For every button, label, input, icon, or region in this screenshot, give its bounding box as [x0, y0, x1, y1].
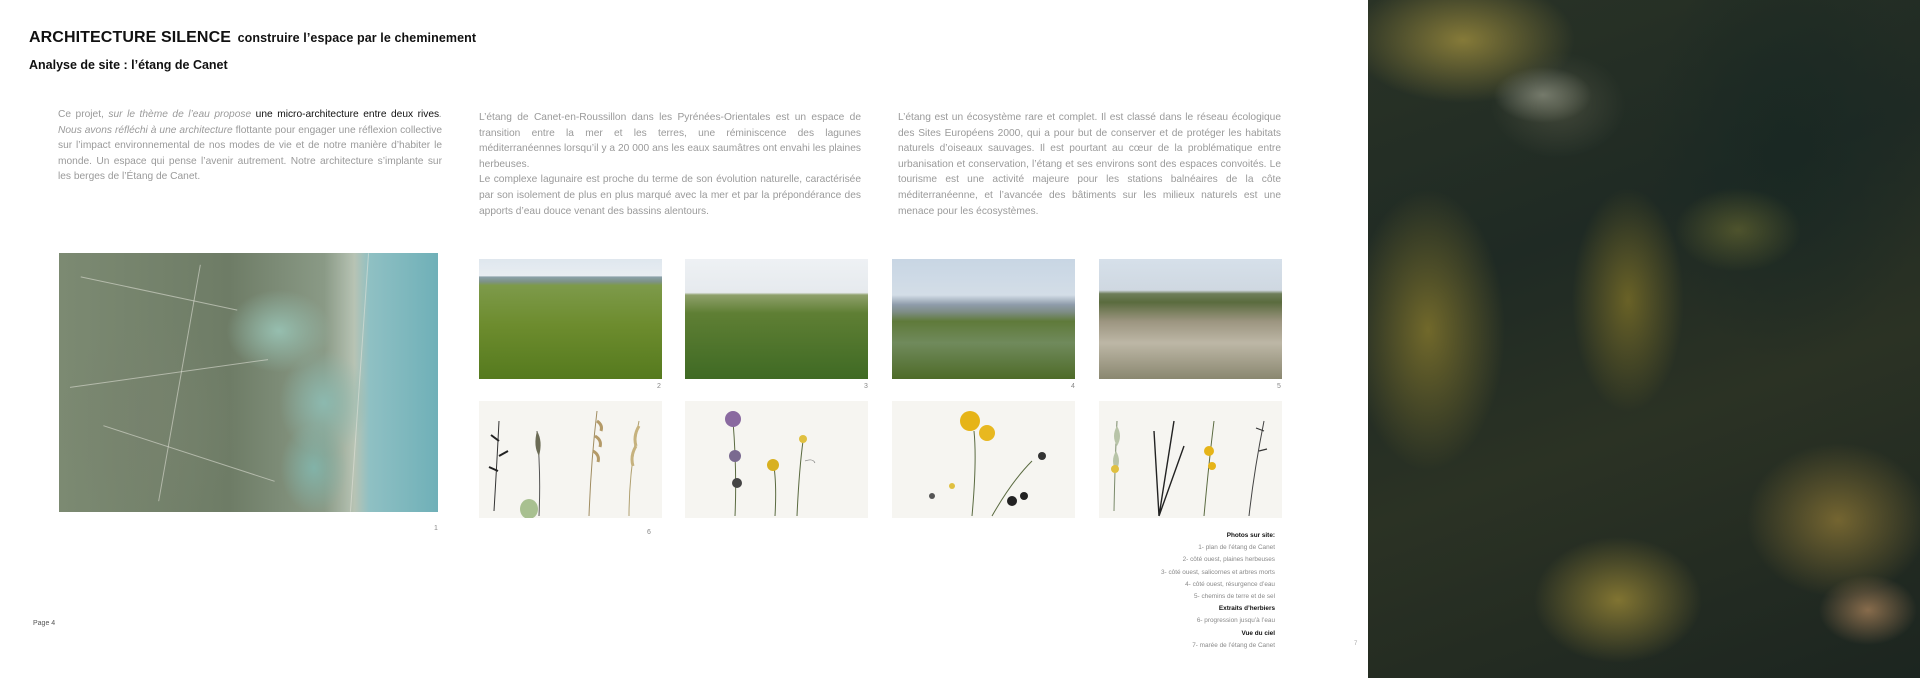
column3-paragraph-1: L’étang est un écosystème rare et complet. Il est classé dans le réseau écologique des Sites Européens 2000, qui a pour but de conserver et de protéger les habitats naturels d’oiseaux sauvages. Il est pourtant au cœur de la problématique entre urbanisation et conservation, l’étang et ses environs sont des espaces convoités. Le tourisme est une activité majeure pour les stations balnéaires de la côte méditerranéenne, et l’avancée des bâtiments sur les milieux naturels est une menace pour les écosystèmes.: [898, 112, 1281, 217]
aerial-texture-image: [1368, 0, 1920, 678]
caption-item-5: 5- chemins de terre et de sel: [1194, 593, 1275, 601]
photo-captions: [1105, 530, 1275, 652]
intro-text-4: . Nous avons réfléchi à une architecture: [58, 109, 442, 136]
figure-number-7: 7: [1354, 641, 1358, 647]
figure-number-3: 3: [864, 383, 868, 390]
figure-number-6: 6: [647, 529, 651, 536]
herbarium-image-3: [892, 401, 1075, 518]
intro-text-3: une micro-architecture entre deux rives: [251, 109, 440, 120]
caption-item-7: 7- marée de l’étang de Canet: [1192, 641, 1275, 649]
text-column-3: [898, 110, 1281, 219]
column2-paragraph-2: Le complexe lagunaire est proche du terme de son évolution naturelle, caractérisée par son isolement de plus en plus marqué avec la mer et par la prépondérance des apports d’eau douce venant des bassins alentours.: [479, 174, 861, 217]
herbarium-image-1: [479, 401, 662, 518]
herbarium-image-2: [685, 401, 868, 518]
caption-item-1: 1- plan de l’étang de Canet: [1198, 544, 1275, 552]
title-block: [29, 29, 476, 47]
page-title: [29, 29, 476, 47]
figure-number-1: 1: [434, 525, 438, 532]
caption-item-2: 2- côté ouest, plaines herbeuses: [1182, 556, 1275, 564]
title-main: ARCHITECTURE SILENCE: [29, 29, 232, 46]
caption-item-3: 3- côté ouest, salicornes et arbres morts: [1160, 568, 1275, 576]
figure-number-5: 5: [1277, 383, 1281, 390]
intro-text-1: Ce projet,: [58, 109, 109, 120]
text-column-2: [479, 110, 861, 219]
intro-text-5: flottante pour engager une réflexion collective sur l’impact environnemental de nos modes de vie et de notre manière d’habiter le monde. Un espace qui pense l’avenir autrement. Notre architecture s’implante sur les berges de l’Étang de Canet.: [58, 124, 442, 183]
site-photo-2: [479, 259, 662, 379]
caption-heading-photos: Photos sur site:: [1226, 532, 1275, 539]
site-photo-5: [1099, 259, 1282, 379]
intro-text-2: sur le thème de l’eau propose: [108, 109, 252, 120]
section-subtitle: Analyse de site : l’étang de Canet: [29, 58, 228, 72]
herbarium-image-4: [1099, 401, 1282, 518]
caption-heading-vue-du-ciel: Vue du ciel: [1241, 629, 1275, 637]
caption-heading-herbiers: Extraits d’herbiers: [1218, 605, 1275, 613]
title-subtitle-inline: construire l’espace par le cheminement: [237, 31, 477, 45]
intro-paragraph: [58, 107, 442, 185]
aerial-map-image: [59, 253, 438, 512]
figure-number-4: 4: [1071, 383, 1075, 390]
site-photo-4: [892, 259, 1075, 379]
page-number: Page 4: [33, 620, 56, 627]
figure-number-2: 2: [657, 383, 661, 390]
caption-item-6: 6- progression jusqu’à l’eau: [1196, 617, 1275, 625]
column2-paragraph-1: L’étang de Canet-en-Roussillon dans les Pyrénées-Orientales est un espace de transition entre la mer et les terres, une réminiscence des lagunes méditerranéennes lorsqu’il y a 20 000 ans les eaux saumâtres ont envahi les plaines herbeuses.: [479, 112, 861, 170]
caption-item-4: 4- côté ouest, résurgence d’eau: [1185, 580, 1275, 588]
site-photo-3: [685, 259, 868, 379]
